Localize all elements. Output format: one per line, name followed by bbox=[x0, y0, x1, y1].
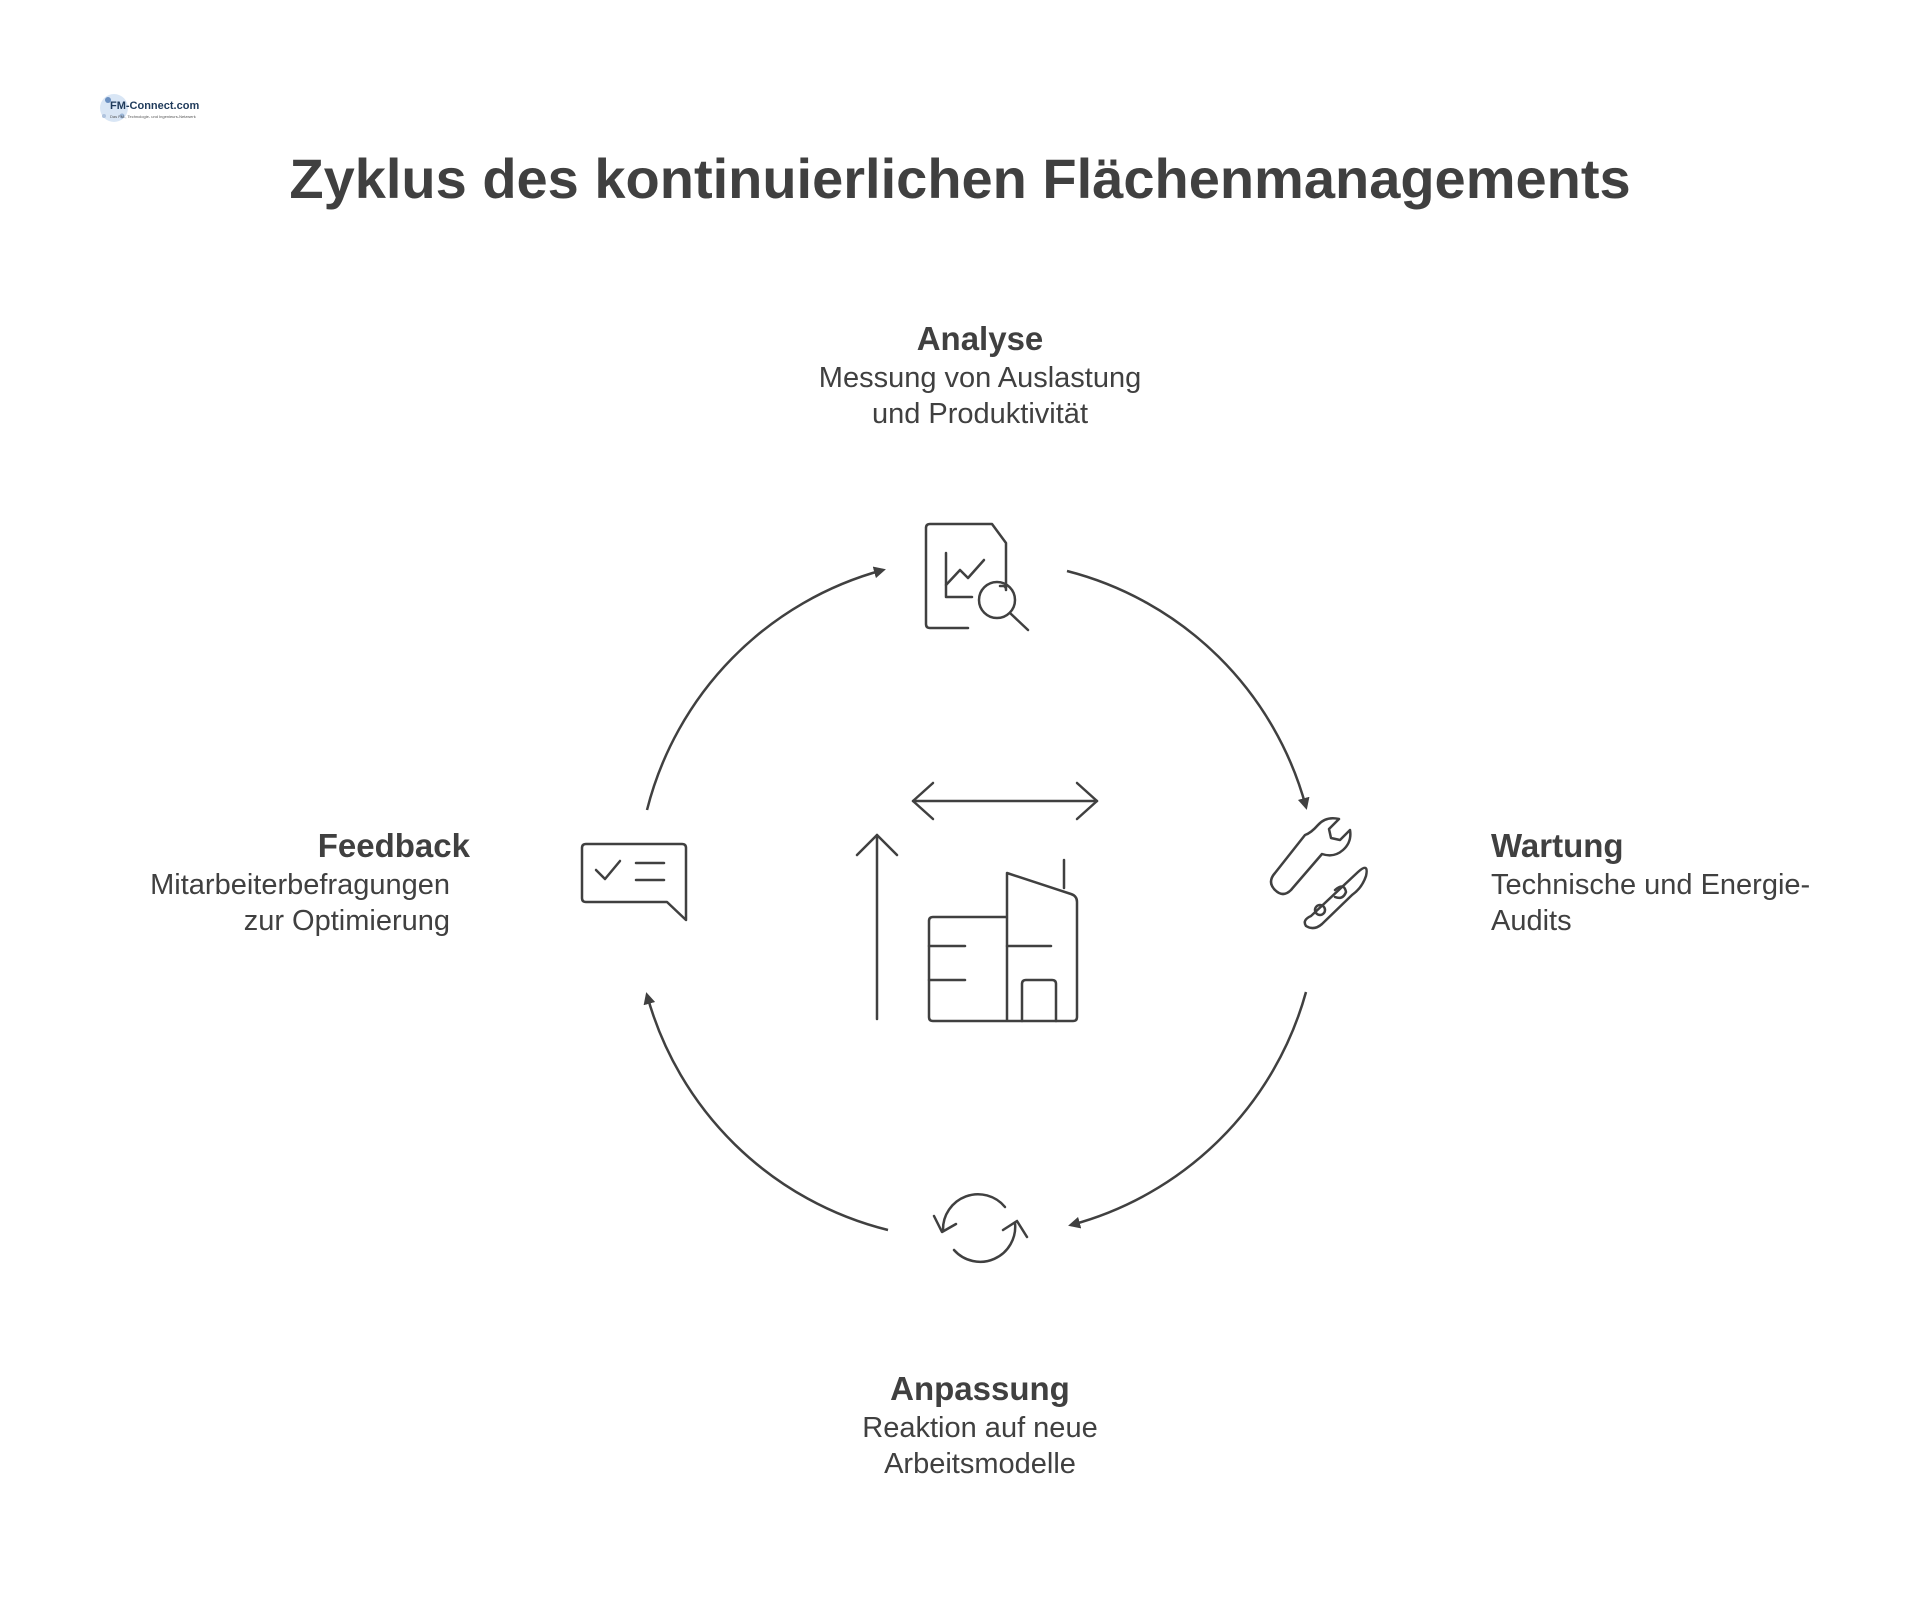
building-space-icon bbox=[857, 783, 1097, 1021]
stage-analyse-title: Analyse bbox=[916, 320, 1044, 357]
stage-wartung-title: Wartung bbox=[1491, 827, 1624, 864]
stage-anpassung-line-1: Reaktion auf neue bbox=[862, 1412, 1098, 1444]
stage-feedback-description bbox=[60, 867, 450, 939]
stage-feedback-title: Feedback bbox=[317, 827, 470, 864]
tools-icon bbox=[1271, 818, 1367, 928]
stage-wartung-line-2: Audits bbox=[1491, 905, 1572, 937]
stage-analyse-description bbox=[730, 360, 1230, 432]
refresh-cycle-icon bbox=[934, 1194, 1027, 1262]
checklist-chat-icon bbox=[582, 844, 686, 920]
stage-anpassung-title: Anpassung bbox=[890, 1370, 1070, 1407]
arc-wartung-to-anpassung bbox=[1071, 992, 1306, 1225]
stage-wartung-line-1: Technische und Energie- bbox=[1491, 869, 1811, 901]
document-chart-search-icon bbox=[926, 524, 1028, 630]
stage-anpassung-description bbox=[730, 1410, 1230, 1482]
arc-anpassung-to-feedback bbox=[647, 995, 888, 1230]
cycle-arrows bbox=[647, 570, 1306, 1230]
logo-tagline: Das FM-, Technologie- und Ingenieurs-Netzwerk bbox=[110, 114, 196, 119]
stage-wartung-description bbox=[1491, 867, 1810, 939]
stage-analyse-line-1: Messung von Auslastung bbox=[818, 362, 1142, 394]
stage-feedback-line-2: zur Optimierung bbox=[243, 905, 450, 937]
arc-feedback-to-analyse bbox=[647, 570, 883, 810]
stage-feedback-line-1: Mitarbeiterbefragungen bbox=[150, 869, 450, 901]
stage-analyse-line-2: und Produktivität bbox=[871, 398, 1088, 430]
stage-anpassung-line-2: Arbeitsmodelle bbox=[884, 1448, 1076, 1480]
page-title: Zyklus des kontinuierlichen Flächenmanagements bbox=[289, 147, 1631, 210]
logo-name: FM-Connect.com bbox=[110, 100, 200, 112]
arc-analyse-to-wartung bbox=[1067, 571, 1306, 807]
